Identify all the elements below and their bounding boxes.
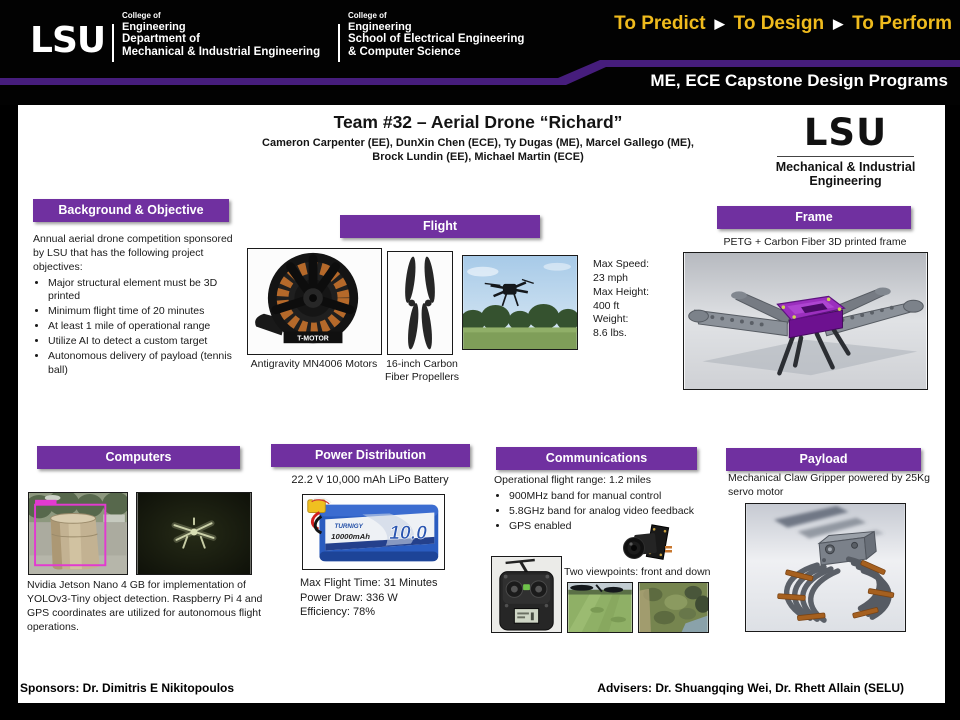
bullet-item: • At least 1 mile of operational range [48,320,239,334]
section-banner-frame: Frame [717,206,911,229]
viewpoints-caption: Two viewpoints: front and down [564,566,711,578]
arrow-icon: ▶ [714,16,725,31]
school-line1: School of Electrical Engineering [348,33,525,46]
payload-description: Mechanical Claw Gripper powered by 25Kg servo motor [728,472,930,498]
background-bullets [33,277,239,378]
advisers-text: Advisers: Dr. Shuangqing Wei, Dr. Rhett Allain (SELU) [597,681,904,695]
section-banner-communications: Communications [496,447,697,470]
programs-banner: ME, ECE Capstone Design Programs [650,71,948,90]
frame-cad-image [683,252,928,390]
battery-capacity-large-text: 10.0 [389,521,428,544]
down-view-photo [638,582,709,633]
bullet-item: • Utilize AI to detect a custom target [48,335,239,349]
page-title: Team #32 – Aerial Drone “Richard” [333,112,623,132]
team-members [168,136,788,165]
battery-capacity-small-text: 10000mAh [331,531,371,541]
object-detection-photo [28,492,128,575]
propeller-photo [387,251,453,355]
mie-dept-line1: Mechanical & Industrial [775,160,916,174]
sponsors-text: Sponsors: Dr. Dimitris E Nikitopoulos [20,681,235,695]
battery-photo [302,494,445,570]
college-of-label: College of [122,11,161,20]
background-text [33,233,239,379]
engineering-label: Engineering [348,20,412,33]
header-bar [0,0,960,105]
section-banner-power: Power Distribution [271,444,470,467]
section-banner-flight: Flight [340,215,540,238]
poster-body [18,105,945,703]
arrow-icon: ▶ [833,16,844,31]
school-line2: & Computer Science [348,46,461,59]
bullet-item: • GPS enabled [509,520,726,534]
mie-logo [763,111,928,189]
section-banner-background: Background & Objective [33,199,229,222]
front-view-photo [567,582,633,633]
communications-text [494,474,726,534]
flight-stats: Max Speed: 23 mph Max Height: 400 ft Weight: 8.6 lbs. [593,258,650,340]
battery-brand-text: TURNIGY [334,523,363,531]
members-line2: Brock Lundin (EE), Michael Martin (ECE) [372,151,584,164]
propeller-caption: 16-inch Carbon Fiber Propellers [384,358,460,384]
dept-line1: Department of [122,33,200,46]
computers-description: Nvidia Jetson Nano 4 GB for implementation of YOLOv3-Tiny object detection. Raspberry Pi 4 and GPS coordinates are utilized for autonomous flight operations. [27,579,263,633]
communications-bullets [494,490,726,534]
motor-caption: Antigravity MN4006 Motors [250,358,378,370]
battery-label: 22.2 V 10,000 mAh LiPo Battery [291,474,449,486]
motto-perform: To Perform [852,13,952,34]
bullet-item: • 5.8GHz band for analog video feedback [509,505,726,519]
fpv-camera-photo [619,522,673,568]
power-stats: Max Flight Time: 31 Minutes Power Draw: 336 W Efficiency: 78% [300,577,438,619]
bullet-item: • Major structural element must be 3D printed [48,277,239,305]
section-banner-computers: Computers [37,446,240,469]
mie-dept-line2: Engineering [809,174,882,189]
bullet-item: • 900MHz band for manual control [509,490,726,504]
section-banner-payload: Payload [726,448,921,471]
mie-lsu-wordmark: LSU [777,111,914,157]
drone-flight-photo [462,255,578,350]
night-drone-photo [136,492,252,575]
claw-gripper-cad-image [745,503,906,632]
communications-intro: Operational flight range: 1.2 miles [494,474,652,486]
motor-brand-text: T-MOTOR [297,335,329,343]
dept-line2: Mechanical & Industrial Engineering [122,46,321,59]
engineering-label: Engineering [122,20,186,33]
background-intro: Annual aerial drone competition sponsored by LSU that has the following project objectives: [33,233,233,273]
frame-description: PETG + Carbon Fiber 3D printed frame [723,236,907,248]
motor-photo [247,248,382,355]
lsu-logo: LSU [30,20,106,61]
motto-predict: To Predict [614,13,706,34]
remote-controller-photo [491,556,562,633]
bullet-item: • Autonomous delivery of payload (tennis ball) [48,350,239,378]
bullet-item: • Minimum flight time of 20 minutes [48,305,239,319]
members-line1: Cameron Carpenter (EE), DunXin Chen (ECE), Ty Dugas (ME), Marcel Gallego (ME), [262,137,694,149]
motto-design: To Design [733,13,825,34]
college-of-label: College of [348,11,387,20]
